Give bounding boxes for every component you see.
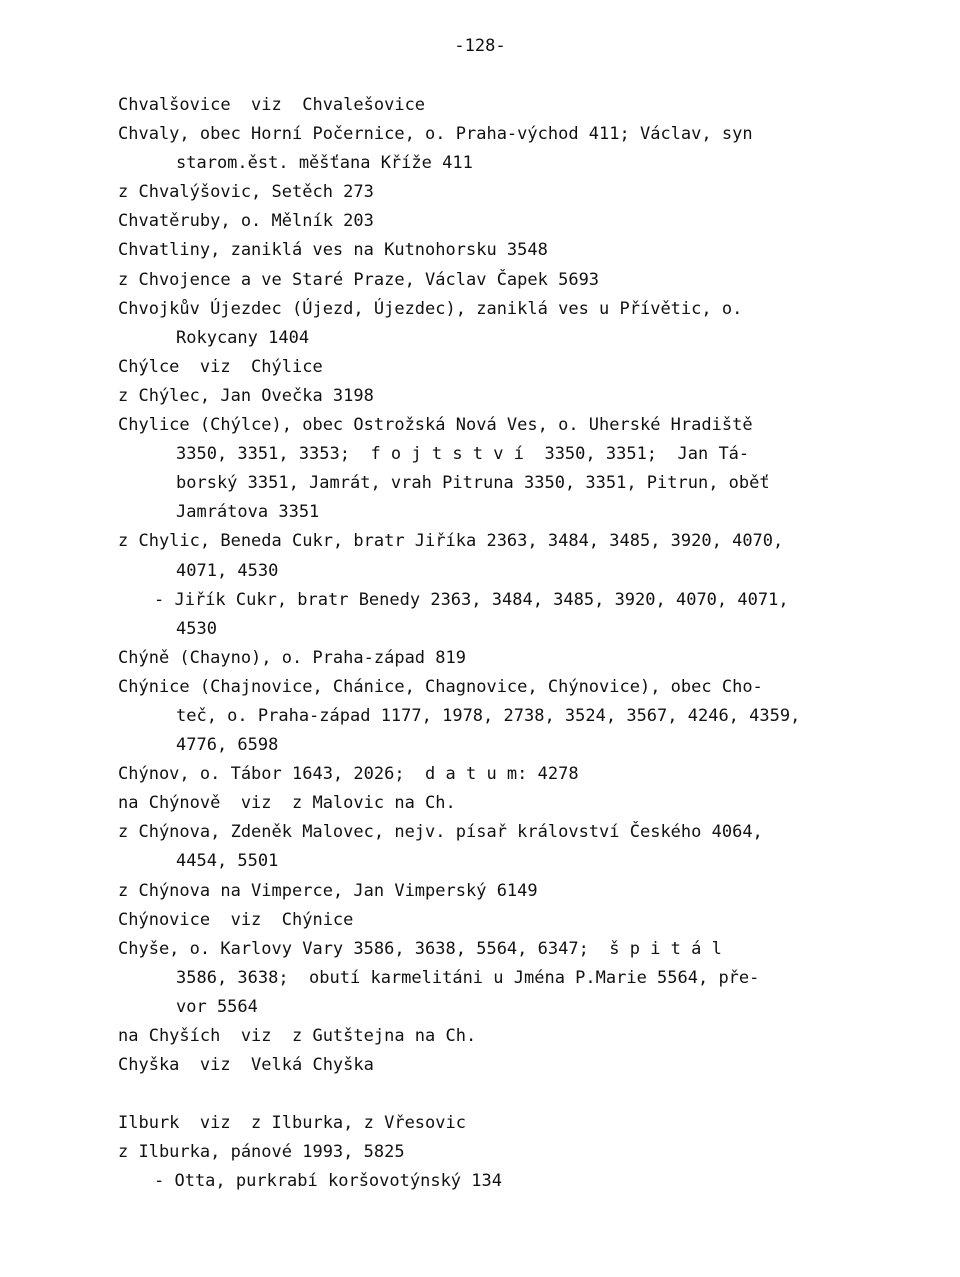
index-entry-continuation: starom.ěst. měšťana Kříže 411 <box>176 153 473 174</box>
index-entry: z Chýnova na Vimperce, Jan Vimperský 6149 <box>118 880 538 901</box>
index-entry-continuation: Rokycany 1404 <box>176 327 310 348</box>
index-entry: Chylice (Chýlce), obec Ostrožská Nová Ves, o. Uherské Hradiště <box>118 415 753 436</box>
index-entry: Chvatěruby, o. Mělník 203 <box>118 211 374 232</box>
index-entry: Chýlce viz Chýlice <box>118 356 323 377</box>
index-entry: z Chýlec, Jan Ovečka 3198 <box>118 385 374 406</box>
index-entry-continuation: teč, o. Praha-západ 1177, 1978, 2738, 3524, 3567, 4246, 4359, <box>176 705 801 726</box>
index-entry-continuation: 3350, 3351, 3353; f o j t s t v í 3350, 3351; Jan Tá- <box>176 444 750 465</box>
index-entries <box>118 91 908 1197</box>
index-entry: na Chyších viz z Gutštejna na Ch. <box>118 1026 477 1046</box>
index-entry: Chvalšovice viz Chvalešovice <box>118 95 426 115</box>
index-entry-continuation: borský 3351, Jamrát, vrah Pitruna 3350, 3351, Pitrun, oběť <box>176 473 770 494</box>
index-entry: z Chvalýšovic, Setěch 273 <box>118 182 374 203</box>
index-entry: Chýnice (Chajnovice, Chánice, Chagnovice, Chýnovice), obec Cho- <box>118 676 763 697</box>
section-gap <box>118 1080 908 1109</box>
index-entry-continuation: 4071, 4530 <box>176 560 279 581</box>
index-entry: Chvaly, obec Horní Počernice, o. Praha-východ 411; Václav, syn <box>118 124 753 145</box>
index-entry: Chýnovice viz Chýnice <box>118 909 354 930</box>
index-entry: Chyše, o. Karlovy Vary 3586, 3638, 5564, 6347; š p i t á l <box>118 938 722 959</box>
index-entry: z Chýnova, Zdeněk Malovec, nejv. písař království Českého 4064, <box>118 822 763 843</box>
index-entry: z Chylic, Beneda Cukr, bratr Jiříka 2363, 3484, 3485, 3920, 4070, <box>118 531 784 552</box>
index-entry-continuation: 3586, 3638; obutí karmelitáni u Jména P.Marie 5564, pře- <box>176 967 760 988</box>
index-entry-continuation: 4454, 5501 <box>176 851 279 872</box>
page-number: -128- <box>454 36 506 56</box>
index-entry: z Chvojence a ve Staré Praze, Václav Čapek 5693 <box>118 269 600 290</box>
index-entry: Chvatliny, zaniklá ves na Kutnohorsku 3548 <box>118 240 548 261</box>
index-entry: Ilburk viz z Ilburka, z Vřesovic <box>118 1113 466 1134</box>
index-entry-continuation: 4776, 6598 <box>176 735 279 756</box>
index-entry: Chýnov, o. Tábor 1643, 2026; d a t u m: 4278 <box>118 764 579 785</box>
index-entry: Chvojkův Újezdec (Újezd, Újezdec), zaniklá ves u Přívětic, o. <box>118 298 743 319</box>
index-entry-continuation: Jamrátova 3351 <box>176 502 320 523</box>
index-subentry: - Jiřík Cukr, bratr Benedy 2363, 3484, 3485, 3920, 4070, 4071, <box>154 589 789 610</box>
index-entry: Chyška viz Velká Chyška <box>118 1055 374 1076</box>
index-subentry: - Otta, purkrabí koršovotýnský 134 <box>154 1171 502 1192</box>
index-entry: Chýně (Chayno), o. Praha-západ 819 <box>118 647 466 668</box>
index-entry-continuation: vor 5564 <box>176 996 258 1017</box>
index-entry: na Chýnově viz z Malovic na Ch. <box>118 793 456 814</box>
index-entry: z Ilburka, pánové 1993, 5825 <box>118 1142 405 1163</box>
index-entry-continuation: 4530 <box>176 618 217 639</box>
